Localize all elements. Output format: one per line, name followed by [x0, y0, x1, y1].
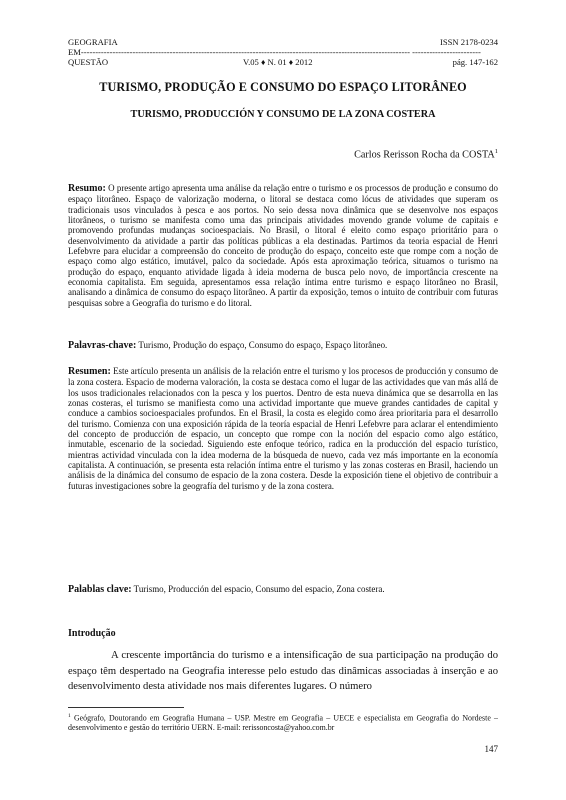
running-header-line-1 — [68, 37, 498, 47]
abstract-text: O presente artigo apresenta uma análise da relação entre o turismo e os processos de produção e consumo do espaço litorâneo. Espaço de valorização moderna, o litoral se destaca como lócus de atividades que superam os tradicionais usos vinculados à pesca e aos portos. No seio dessa nova dinâmica que se desenvolve nos espaços litorâneos, o turismo se manifesta como uma das principais atividades movendo grande volume de capitais e promovendo profundas mudanças socioespaciais. No Brasil, o litoral é eleito como espaço prioritário para o desenvolvimento da atividade a partir das políticas públicas a ela destinadas. Partimos da teoria espacial de Henri Lefebvre para elucidar a compreensão do conceito de produção do espaço, conceito este que rompe com a noção de espaço como algo estático, imutável, palco da sociedade. Após esta aproximação teórica, situamos o turismo na produção do espaço, enquanto atividade ligada à ideia moderna de busca pelo novo, de importância crescente na economia capitalista. Em seguida, apresentamos essa relação íntima entre turismo e espaço litorâneo no Brasil, analisando a dinâmica de consumo do espaço litorâneo. A partir da exposição, temos o intuito de contribuir com futuras pesquisas sobre a Geografia do turismo e do litoral. — [68, 183, 498, 308]
author-footnote-mark: 1 — [494, 148, 498, 155]
running-header-line-3 — [68, 57, 498, 67]
keywords-text: Turismo, Produção do espaço, Consumo do espaço, Espaço litorâneo. — [136, 340, 388, 350]
palablas-clave-text: Turismo, Producción del espacio, Consumo del espacio, Zona costera. — [131, 584, 385, 594]
section-heading-introduction: Introdução — [68, 628, 116, 639]
resumen-label: Resumen: — [68, 366, 111, 377]
journal-section: QUESTÃO — [68, 57, 109, 67]
journal-name: GEOGRAFIA — [68, 37, 118, 47]
abstract-label: Resumo: — [68, 183, 106, 194]
keywords-label: Palavras-chave: — [68, 340, 137, 351]
header-rule: ------------------------------------------------------------------------------------------------------------------- ------------------------ — [80, 47, 481, 57]
article-title: TURISMO, PRODUÇÃO E CONSUMO DO ESPAÇO LITORÂNEO — [99, 80, 467, 94]
introduction-paragraph: A crescente importância do turismo e a intensificação de sua participação na produção do espaço têm despertado na Geografia interesse pelo estudo das dinâmicas associadas à inserção e ao desenvolvimento desta atividade nos mais diferentes lugares. O número — [68, 650, 498, 693]
palablas-clave-label: Palablas clave: — [68, 584, 132, 595]
abstract-portuguese — [68, 183, 498, 308]
footnote-mark: 1 — [68, 713, 71, 719]
page-number: 147 — [484, 744, 498, 754]
abstract-spanish — [68, 366, 498, 491]
author-line — [354, 148, 498, 160]
keywords-spanish — [68, 584, 498, 595]
footnote-text: Geógrafo, Doutorando em Geografia Humana – USP. Mestre em Geografia – UECE e especialista em Geografia do Nordeste – desenvolvimento e gestão do território UERN. E-mail: rerissoncosta@yahoo.com.br — [68, 713, 498, 733]
issn: ISSN 2178-0234 — [439, 37, 498, 47]
running-header-line-2 — [68, 47, 498, 57]
journal-name-continued: EM — [68, 47, 81, 57]
volume-info: V.05 ♦ N. 01 ♦ 2012 — [243, 57, 313, 67]
author-name: Carlos Rerisson Rocha da COSTA — [354, 149, 495, 161]
resumen-text: Este artículo presenta un análisis de la relación entre el turismo y los procesos de producción y consumo de la zona costera. Espacio de moderna valoración, la costa se destaca como el lugar de las actividades que van más allá de los usos tradicionales relacionados con la pesca y los puertos. Dentro de esta nueva dinámica que se desarrolla en las zonas costeras, el turismo se manifiesta como una actividad importante que mueve grandes cantidades de capital y conduce a cambios socioespaciales profundos. En el Brasil, la costa es elegido como área prioritaria para el desarrollo del turismo. Comienza con una exposición rápida de la teoría espacial de Henri Lefebvre para aclarar el entendimiento del concepto de producción de espacio, un concepto que rompe con la noción del espacio como algo estático, inmutable, escenario de la sociedad. Siguiendo este enfoque teórico, radica en la producción del espacio turístico, mientras actividad vinculada con la idea moderna de la búsqueda de nuevo, cada vez más importante en la economía capitalista. A continuación, se presenta esta relación íntima entre el turismo y las zonas costeras en Brasil, haciendo un análisis de la dinámica del consumo de espacio de la zona costera. Desde la exposición tiene el objetivo de contribuir a futuras investigaciones sobre la geografía del turismo y de la zona costera. — [68, 366, 498, 491]
page-range: pág. 147-162 — [452, 57, 498, 67]
footnote-rule — [68, 707, 184, 708]
article-subtitle: TURISMO, PRODUCCIÓN Y CONSUMO DE LA ZONA COSTERA — [130, 109, 436, 120]
keywords-portuguese — [68, 340, 498, 351]
footnote — [68, 712, 498, 733]
